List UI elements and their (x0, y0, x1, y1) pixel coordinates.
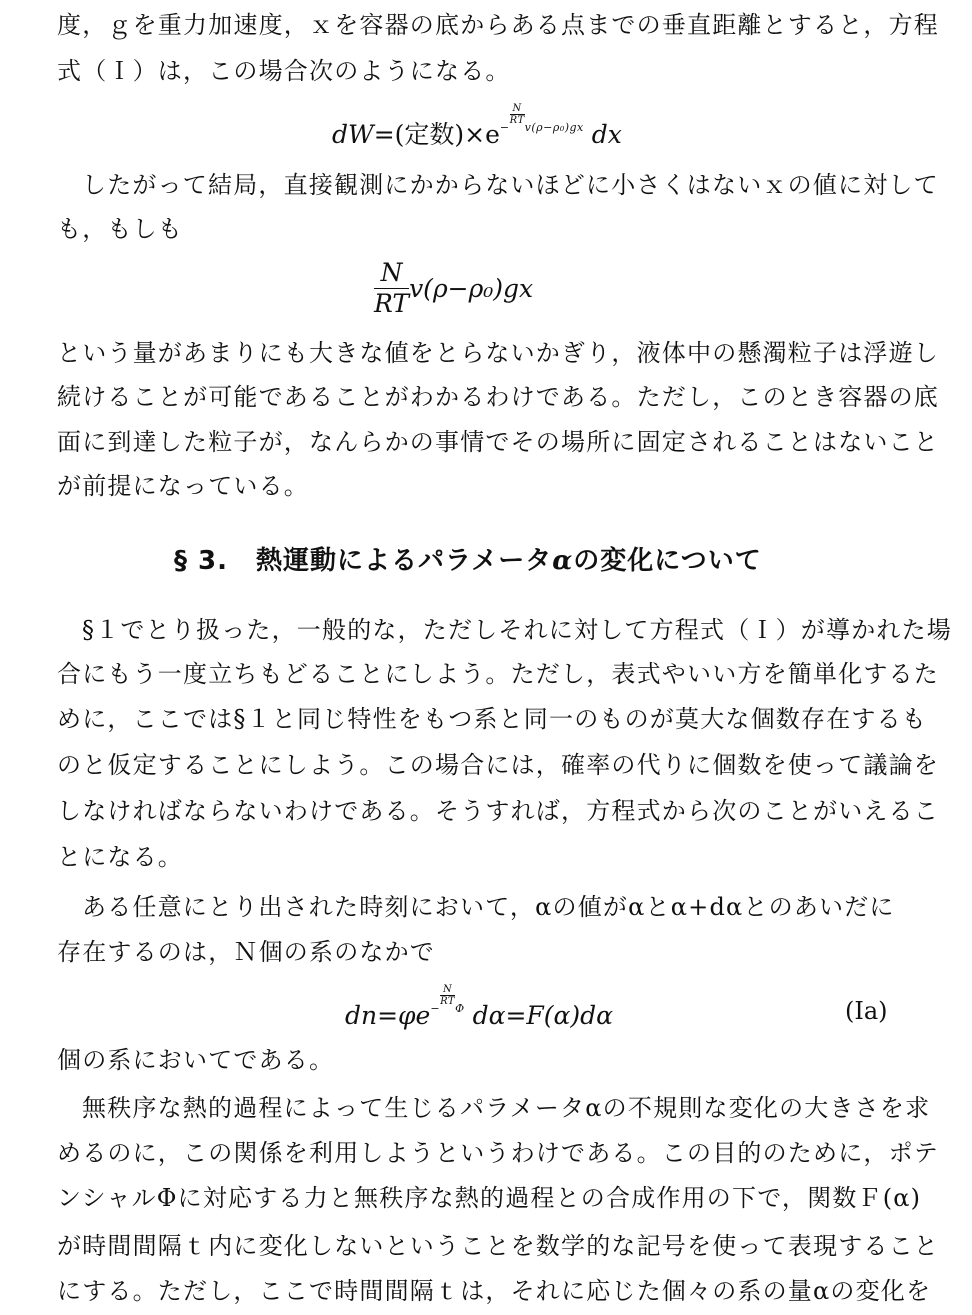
eq1-lhs: dW= (332, 120, 395, 149)
text-line: めるのに，この関係を利用しようというわけである。この目的のために，ポテ (57, 1139, 939, 1167)
text-line: のと仮定することにしよう。この場合には，確率の代りに個数を使って議論を (57, 751, 939, 779)
text-line: ある任意にとり出された時刻において，αの値がαとα+dαとのあいだに (82, 893, 895, 921)
eq3-exp-rest: Φ (455, 1002, 465, 1015)
eq3-lhs: dn=φe (345, 1001, 431, 1030)
eq1-tail: dx (591, 120, 622, 149)
section-title-b: の変化について (573, 546, 762, 576)
text-line: 個の系においてである。 (57, 1046, 335, 1074)
text-line: しなければならないわけである。そうすれば，方程式から次のことがいえるこ (57, 797, 939, 825)
text-line: 式（Ｉ）は，この場合次のようになる。 (57, 57, 511, 85)
equation-quantity (374, 258, 533, 319)
text-line: 無秩序な熱的過程によって生じるパラメータαの不規則な変化の大きさを求 (82, 1094, 931, 1122)
text-line: 続けることが可能であることがわかるわけである。ただし，このとき容器の底 (57, 383, 939, 411)
eq1-exp-num: N (510, 103, 525, 115)
text-line: §１でとり扱った，一般的な，ただしそれに対して方程式（Ｉ）が導かれた場 (82, 616, 952, 644)
text-line: にする。ただし，ここで時間間隔ｔは，それに応じた個々の系の量αの変化を (57, 1277, 932, 1305)
text-line: 合にもう一度立ちもどることにしよう。ただし，表式やいい方を簡単化するた (57, 660, 939, 688)
text-line: めに，ここでは§１と同じ特性をもつ系と同一のものが莫大な個数存在するも (57, 705, 927, 733)
eq2-den: RT (374, 289, 410, 318)
section-heading (174, 540, 762, 577)
eq1-exp-den: RT (509, 115, 525, 126)
text-line: という量があまりにも大きな値をとらないかぎり，液体中の懸濁粒子は浮遊し (57, 339, 939, 367)
eq1-exp-rest: v(ρ−ρ₀)gx (524, 121, 584, 134)
equation-dW (332, 103, 622, 151)
text-line: 度，ｇを重力加速度，ｘを容器の底からある点までの垂直距離とすると，方程 (57, 11, 939, 39)
text-line: ンシャルΦに対応する力と無秩序な熱的過程との合成作用の下で，関数Ｆ(α) (57, 1184, 922, 1212)
eq2-fraction (374, 258, 409, 319)
equation-Ia (345, 984, 614, 1030)
text-line: とになる。 (57, 843, 183, 871)
text-line: が時間間隔ｔ内に変化しないということを数学的な記号を使って表現すること (57, 1232, 939, 1260)
eq1-exponent: − N RT v(ρ−ρ₀)gx (499, 103, 584, 134)
text-line: が前提になっている。 (57, 472, 309, 500)
section-title-a: 熱運動によるパラメータ (256, 546, 553, 576)
text-line: したがって結局，直接観測にかからないほどに小さくはないｘの値に対して (82, 171, 939, 199)
eq2-rest: v(ρ−ρ₀)gx (409, 274, 534, 303)
eq2-num: N (374, 258, 409, 289)
text-line: 存在するのは，Ｎ個の系のなかで (57, 938, 435, 966)
section-title-alpha: α (552, 546, 574, 576)
eq3-exp-num: N (440, 984, 455, 996)
eq1-body: (定数)×e (394, 120, 500, 149)
section-number: § 3. (174, 546, 229, 576)
eq3-exp-den: RT (440, 996, 456, 1007)
eq3-rest: dα=F(α)dα (472, 1001, 614, 1030)
text-line: 面に到達した粒子が，なんらかの事情でその場所に固定されることはないこと (57, 428, 939, 456)
eq3-exponent: − N RT Φ (430, 984, 465, 1015)
equation-number: (Ia) (845, 997, 888, 1025)
text-line: も，もしも (57, 215, 183, 243)
